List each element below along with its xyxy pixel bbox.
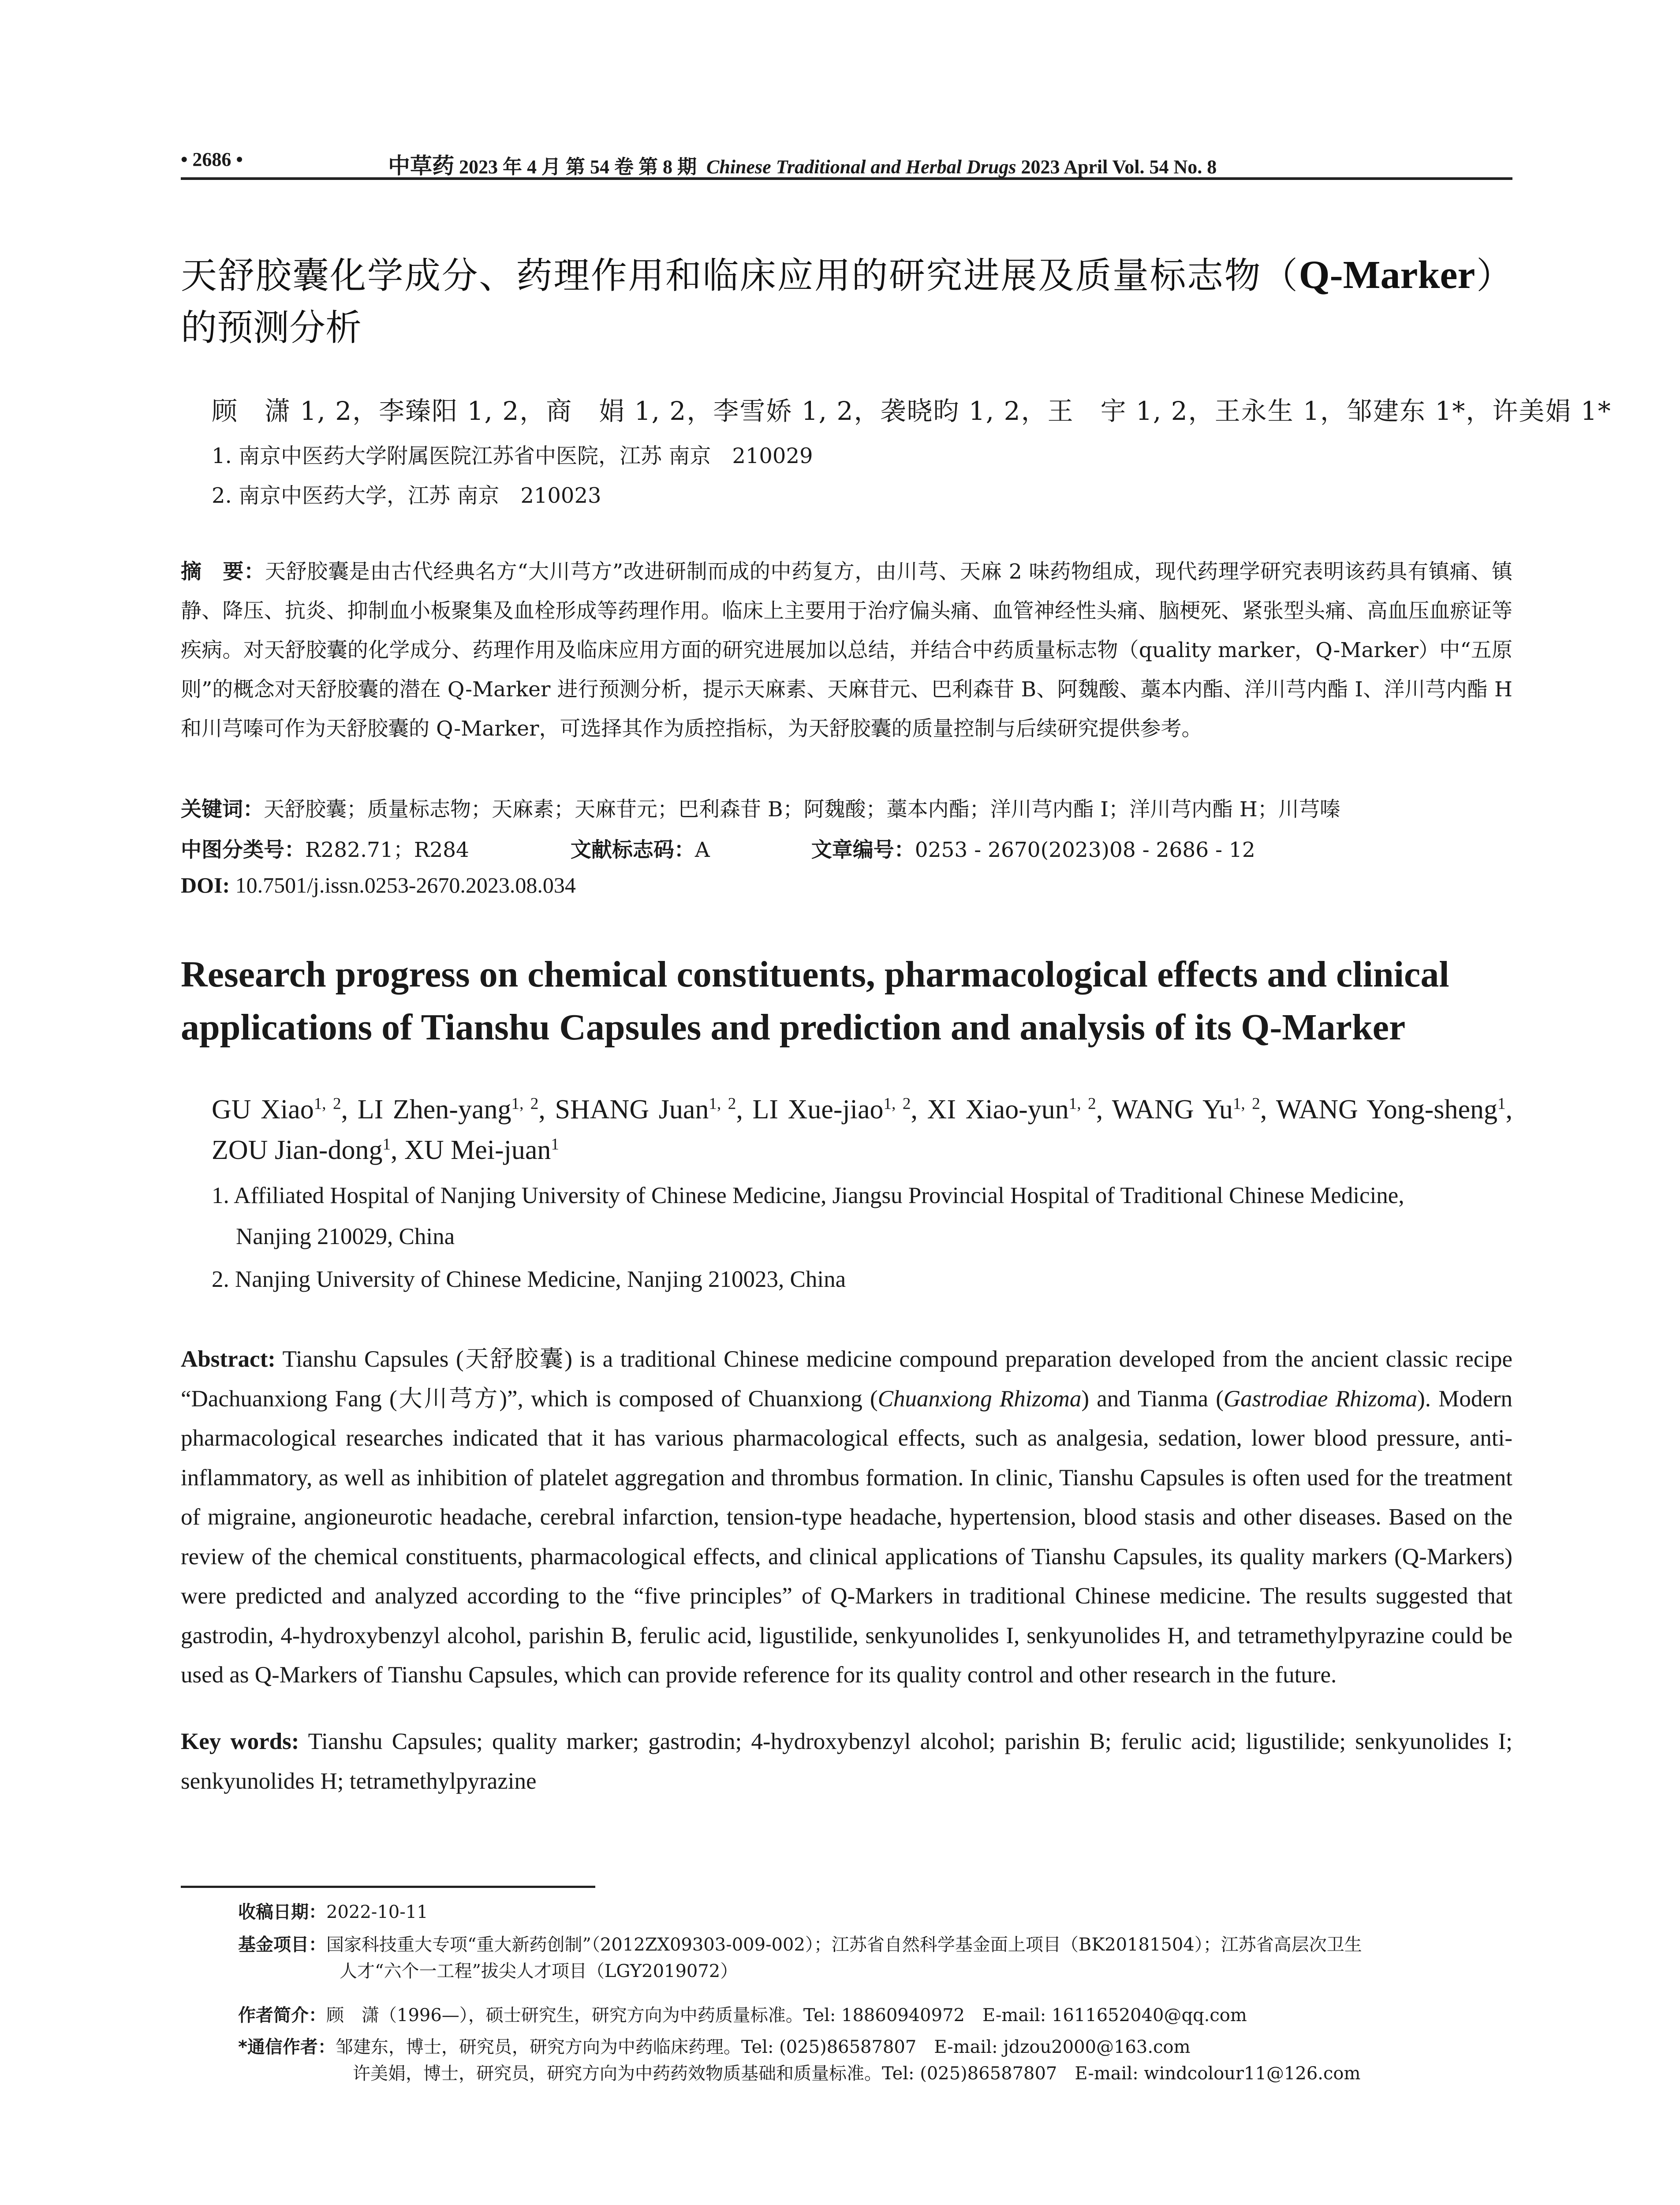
classification-line: 中图分类号：R282.71；R284 文献标志码：A 文章编号：0253 - 2670(2023)08 - 2686 - 12 [181, 838, 1255, 862]
journal-logo: 中草药 [388, 153, 454, 179]
keywords-en: Key words: Tianshu Capsules; quality marker; gastrodin; 4-hydroxybenzyl alcohol; parishin B; ferulic acid; ligustilide; senkyunolides I; senkyunolides H; tetramethylpyrazine [181, 1729, 1512, 1794]
abstract-en-label: Abstract: [181, 1346, 276, 1372]
journal-info [388, 148, 1217, 180]
footnote-fund: 基金项目：国家科技重大专项“重大新药创制”（2012ZX09303-009-002）；江苏省自然科学基金面上项目（BK20181504）；江苏省高层次卫生 人才“六个一工程”拔尖人才项目（LGY2019072） [238, 1935, 1362, 1981]
journal-cn-issue: 2023 年 4 月 第 54 卷 第 8 期 [459, 156, 697, 178]
authors-cn: 顾 潇 1, 2，李臻阳 1, 2，商 娟 1, 2，李雪娇 1, 2，袭晓昀 1, 2，王 宇 1, 2，王永生 1，邹建东 1*，许美娟 1* [212, 396, 1612, 426]
abstract-en: Abstract: Tianshu Capsules (天舒胶囊) is a traditional Chinese medicine compound preparation developed from the ancient classic recipe “Dachuanxiong Fang (大川芎方)”, which is composed of Chuanxiong (Chuanxiong Rhizoma) and Tianma (Gastrodiae Rhizoma). Modern pharmacological researches indicated that it has various pharmacological effects, such as analgesia, sedation, lower blood pressure, anti-inflammatory, as well as inhibition of platelet aggregation and thrombus formation. In clinic, Tianshu Capsules is often used for the treatment of migraine, angioneurotic headache, cerebral infarction, tension-type headache, hypertension, blood stasis and other diseases. Based on the review of the chemical constituents, pharmacological effects, and clinical applications of Tianshu Capsules, its quality markers (Q-Markers) were predicted and analyzed according to the “five principles” of Q-Markers in traditional Chinese medicine. The results suggested that gastrodin, 4-hydroxybenzyl alcohol, parishin B, ferulic acid, ligustilide, senkyunolides I, senkyunolides H, and tetramethylpyrazine could be used as Q-Markers of Tianshu Capsules, which can provide reference for its quality control and other research in the future. [181, 1346, 1513, 1688]
footnote-corresponding: *通信作者：邹建东，博士，研究员，研究方向为中药临床药理。Tel: (025)86587807 E-mail: jdzou2000@163.com 许美娟，博士，研究员，研究方向为中药药效物质基础和质量标准。Tel: (025)86587807 E-mail: windcolour11@126.com [238, 2037, 1361, 2084]
abstract-cn-text: 天舒胶囊是由古代经典名方“大川芎方”改进研制而成的中药复方，由川芎、天麻 2 味药物组成，现代药理学研究表明该药具有镇痛、镇静、降压、抗炎、抑制血小板聚集及血栓形成等药理作用。临床上主要用于治疗偏头痛、血管神经性头痛、脑梗死、紧张型头痛、高血压血瘀证等疾病。对天舒胶囊的化学成分、药理作用及临床应用方面的研究进展加以总结，并结合中药质量标志物（quality marker，Q-Marker）中“五原则”的概念对天舒胶囊的潜在 Q-Marker 进行预测分析，提示天麻素、天麻苷元、巴利森苷 B、阿魏酸、藁本内酯、洋川芎内酯 I、洋川芎内酯 H 和川芎嗪可作为天舒胶囊的 Q-Marker，可选择其作为质控指标，为天舒胶囊的质量控制与后续研究提供参考。 [181, 560, 1512, 741]
abstract-cn-label: 摘 要： [181, 560, 265, 584]
journal-en-name: Chinese Traditional and Herbal Drugs [706, 156, 1016, 178]
affiliation-cn-1: 1. 南京中医药大学附属医院江苏省中医院，江苏 南京 210029 [212, 444, 813, 468]
title-en: Research progress on chemical constituents, pharmacological effects and clinical applications of Tianshu Capsules and prediction and analysis of its Q-Marker [181, 954, 1449, 1048]
footnote-rule [181, 1886, 595, 1888]
running-header [181, 140, 1512, 180]
doi: DOI: 10.7501/j.issn.0253-2670.2023.08.034 [181, 873, 576, 897]
keywords-cn: 关键词：天舒胶囊；质量标志物；天麻素；天麻苷元；巴利森苷 B；阿魏酸；藁本内酯；洋川芎内酯 I；洋川芎内酯 H；川芎嗪 [181, 797, 1340, 822]
journal-en-issue: 2023 April Vol. 54 No. 8 [1021, 156, 1217, 178]
affiliation-en-1: 1. Affiliated Hospital of Nanjing University of Chinese Medicine, Jiangsu Provincial Hospital of Traditional Chinese Medicine, Nanjing 210029, China [212, 1183, 1404, 1249]
affiliation-cn-2: 2. 南京中医药大学，江苏 南京 210023 [212, 483, 601, 508]
footnote-bio: 作者简介：顾 潇（1996—），硕士研究生，研究方向为中药质量标准。Tel: 18860940972 E-mail: 1611652040@qq.com [238, 2005, 1247, 2026]
title-cn: 天舒胶囊化学成分、药理作用和临床应用的研究进展及质量标志物（Q-Marker）的预测分析 [181, 253, 1512, 349]
abstract-cn [181, 552, 1512, 748]
authors-en: GU Xiao$^{1, 2}$, LI Zhen-yang$^{1, 2}$, SHANG Juan$^{1, 2}$, LI Xue-jiao$^{1, 2}$, XI Xiao-yun$^{1, 2}$, WANG Yu$^{1, 2}$, WANG Yong-sheng$^1$, ZOU Jian-dong$^1$, XU Mei-juan$^1$ [212, 1095, 1513, 1165]
page-number: • 2686 • [181, 149, 243, 170]
affiliation-en-2: 2. Nanjing University of Chinese Medicine, Nanjing 210023, China [212, 1267, 846, 1292]
footnote-received: 收稿日期：2022-10-11 [238, 1902, 428, 1922]
